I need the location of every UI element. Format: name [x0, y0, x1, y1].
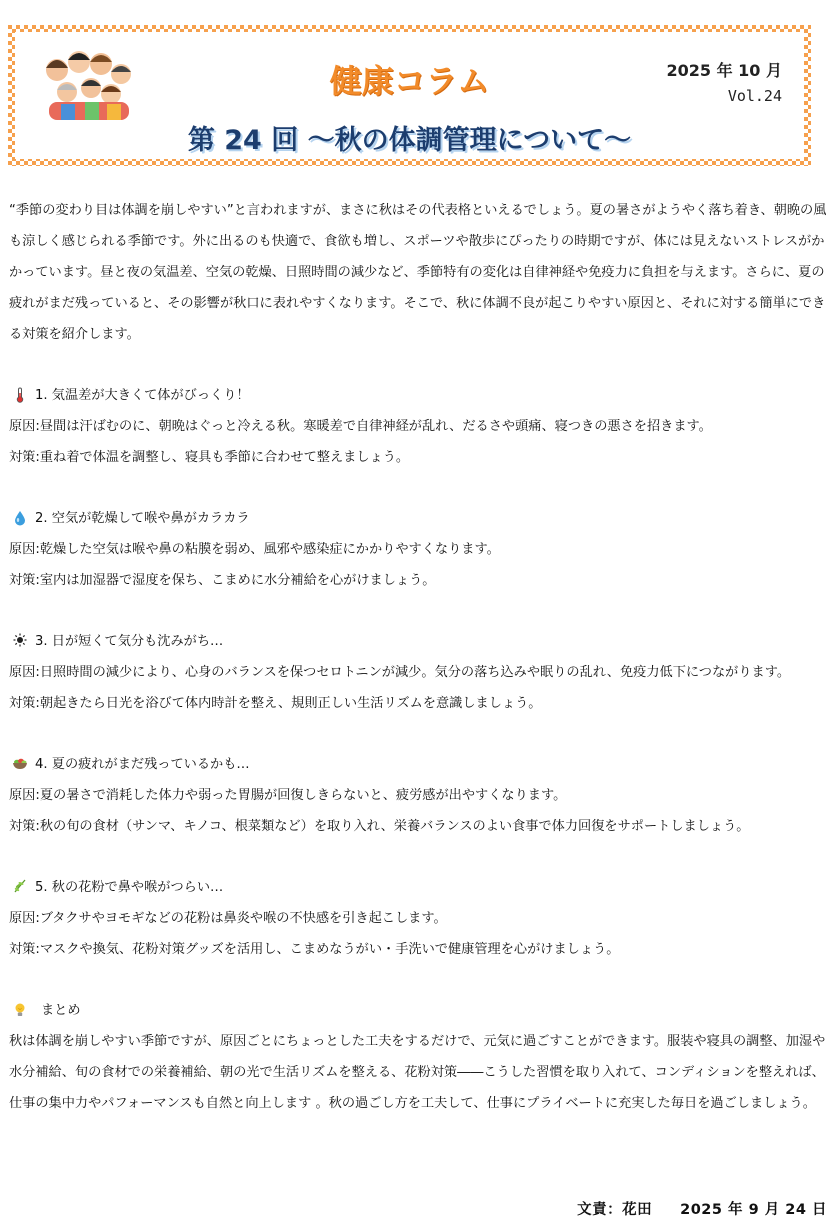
issue-volume: Vol.24 — [727, 87, 782, 105]
section-temperature — [9, 380, 827, 473]
cause-text: 乾燥した空気は喉や鼻の粘膜を弱め、風邪や感染症にかかりやすくなります。 — [39, 542, 500, 557]
section-pollen — [9, 872, 827, 965]
section-title — [9, 380, 827, 411]
measure-text: 秋の旬の食材（サンマ、キノコ、根菜類など）を取り入れ、栄養バランスのよい食事で体力回復をサポートしましょう。 — [39, 819, 750, 834]
measure-text: 室内は加湿器で湿度を保ち、こまめに水分補給を心がけましょう。 — [39, 573, 436, 588]
cause-text: 日照時間の減少により、心身のバランスを保つセロトニンが減少。気分の落ち込みや眠りの乱れ、免疫力低下につながります。 — [39, 665, 791, 680]
cause-label: 原因 : — [9, 665, 40, 680]
section-summer-fatigue — [9, 749, 827, 842]
section-title-text: 4. 夏の疲れがまだ残っているかも… — [35, 757, 250, 772]
summary-title — [9, 995, 827, 1026]
section-daylight — [9, 626, 827, 719]
intro-paragraph: “季節の変わり目は体調を崩しやすい”と言われますが、まさに秋はその代表格といえるでしょう。夏の暑さがようやく落ち着き、朝晩の風も涼しく感じられる季節です。外に出るのも快適で、食欲も増し、スポーツや散歩にぴったりの時期ですが、体には見えないストレスがかかっています。昼と夜の気温差、空気の乾燥、日照時間の減少など、季節特有の変化は自律神経や免疫力に負担を与えます。さらに、夏の疲れがまだ残っていると、その影響が秋口に表れやすくなります。そこで、秋に体調不良が起こりやすい原因と、それに対する簡単にできる対策を紹介します。 — [9, 203, 827, 342]
section-title — [9, 749, 827, 780]
section-title-text: 3. 日が短くて気分も沈みがち… — [35, 634, 224, 649]
measure-label: 対策 : — [9, 450, 40, 465]
footer-credit — [577, 1198, 827, 1219]
measure-label: 対策 : — [9, 573, 40, 588]
article-body — [9, 195, 827, 1119]
section-title-text: 2. 空気が乾燥して喉や鼻がカラカラ — [35, 511, 250, 526]
measure-label: 対策 : — [9, 819, 40, 834]
summary-section — [9, 995, 827, 1119]
header-inner — [15, 32, 804, 159]
lightbulb-icon — [9, 1002, 31, 1020]
sun-icon — [9, 633, 31, 651]
section-title — [9, 626, 827, 657]
cause-text: 夏の暑さで消耗した体力や弱った胃腸が回復しきらないと、疲労感が出やすくなります。 — [39, 788, 567, 803]
cause-label: 原因 : — [9, 542, 40, 557]
header-banner — [8, 25, 811, 166]
thermometer-icon — [9, 387, 31, 405]
herb-icon — [9, 879, 31, 897]
measure-row — [9, 442, 827, 473]
cause-text: ブタクサやヨモギなどの花粉は鼻炎や喉の不快感を引き起こします。 — [39, 911, 447, 926]
cause-label: 原因 : — [9, 419, 40, 434]
measure-row — [9, 934, 827, 965]
section-title — [9, 872, 827, 903]
cause-row — [9, 903, 827, 934]
droplet-icon — [9, 510, 31, 528]
cause-row — [9, 534, 827, 565]
cause-row — [9, 780, 827, 811]
summary-title-text: まとめ — [41, 1003, 81, 1018]
footer-date: 2025 年 9 月 24 日 — [680, 1202, 827, 1218]
cause-label: 原因 : — [9, 911, 40, 926]
issue-subtitle: 第 24 回 ～秋の体調管理について～ — [187, 125, 632, 156]
measure-text: 重ね着で体温を調整し、寝具も季節に合わせて整えましょう。 — [39, 450, 410, 465]
cause-row — [9, 411, 827, 442]
measure-label: 対策 : — [9, 696, 40, 711]
cause-row — [9, 657, 827, 688]
measure-label: 対策 : — [9, 942, 40, 957]
issue-date: 2025 年 10 月 — [666, 61, 782, 80]
column-title: 健康コラム — [329, 62, 490, 100]
measure-text: 朝起きたら日光を浴びて体内時計を整え、規則正しい生活リズムを意識しましょう。 — [39, 696, 542, 711]
measure-row — [9, 811, 827, 842]
measure-row — [9, 688, 827, 719]
cause-text: 昼間は汗ばむのに、朝晩はぐっと冷える秋。寒暖差で自律神経が乱れ、だるさや頭痛、寝つきの悪さを招きます。 — [39, 419, 712, 434]
measure-row — [9, 565, 827, 596]
salad-bowl-icon — [9, 756, 31, 774]
section-dryness — [9, 503, 827, 596]
section-title-text: 1. 気温差が大きくて体がびっくり！ — [35, 388, 250, 403]
section-title — [9, 503, 827, 534]
section-title-text: 5. 秋の花粉で鼻や喉がつらい… — [35, 880, 224, 895]
footer-author: 文責：花田 — [577, 1202, 653, 1218]
summary-text: 秋は体調を崩しやすい季節ですが、原因ごとにちょっとした工夫をするだけで、元気に過ごすことができます。服装や寝具の調整、加湿や水分補給、旬の食材での栄養補給、朝の光で生活リズムを整える、花粉対策――こうした習慣を取り入れて、コンディションを整えれば、仕事の集中力やパフォーマンスも自然と向上します 。秋の過ごし方を工夫して、仕事にプライベートに充実した毎日を過ごしましょう。 — [9, 1034, 826, 1111]
measure-text: マスクや換気、花粉対策グッズを活用し、こまめなうがい・手洗いで健康管理を心がけましょう。 — [39, 942, 620, 957]
cause-label: 原因 : — [9, 788, 40, 803]
